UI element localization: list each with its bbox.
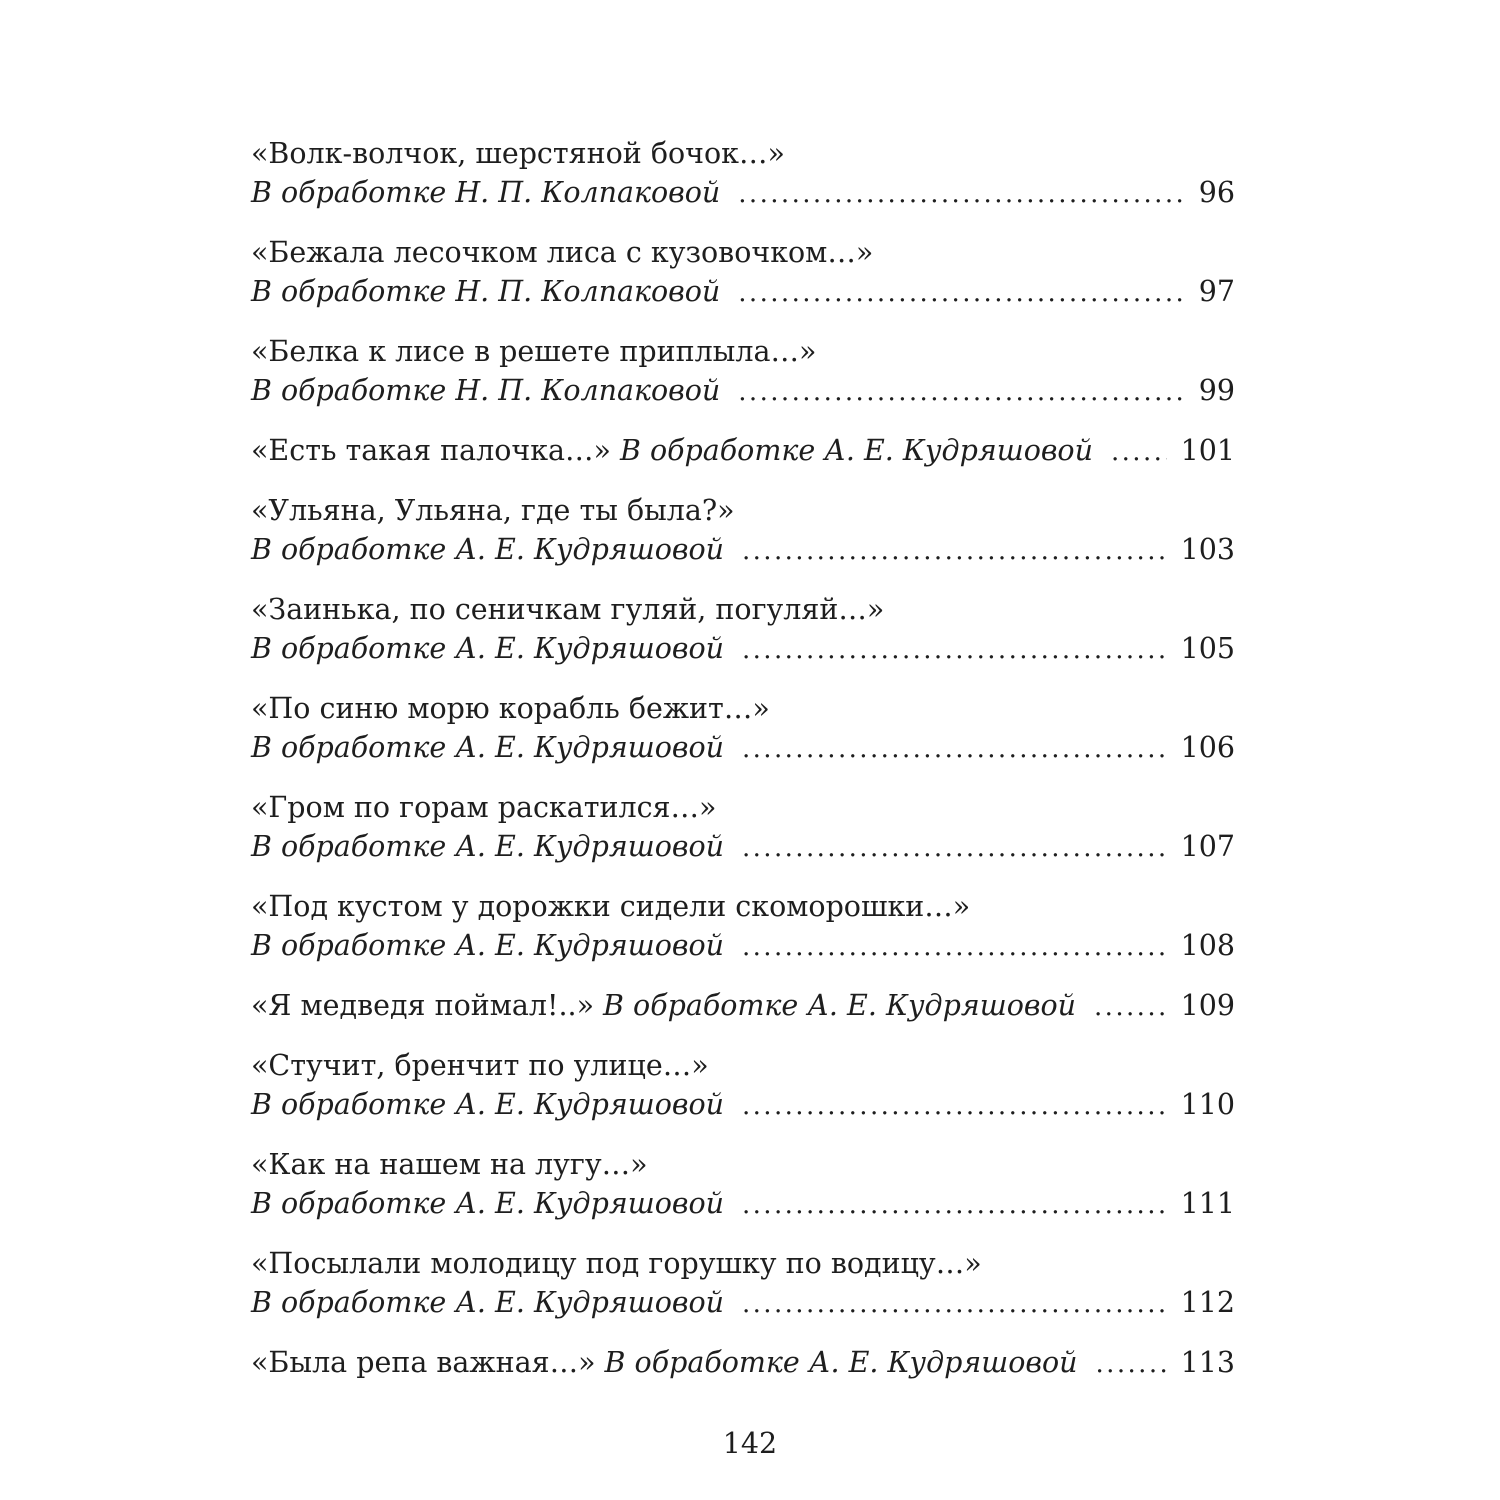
entry-author: В обработке Н. П. Колпаковой: [251, 374, 721, 407]
dot-leader: [1096, 1345, 1167, 1384]
entry-author: В обработке А. Е. Кудряшовой: [251, 731, 724, 764]
entry-title: «Ульяна, Ульяна, где ты была?»: [251, 494, 735, 527]
entry-page-number: 106: [1180, 731, 1235, 764]
dot-leader: [738, 175, 1184, 214]
entry-author: В обработке А. Е. Кудряшовой: [251, 533, 724, 566]
page-number: 142: [722, 1427, 778, 1460]
toc-entry[interactable]: [251, 332, 1235, 412]
toc-entry[interactable]: [251, 986, 1235, 1027]
entry-author: В обработке А. Е. Кудряшовой: [603, 989, 1076, 1022]
toc-entry[interactable]: [251, 134, 1235, 214]
dot-leader: [1094, 988, 1167, 1027]
entry-page-number: 112: [1180, 1286, 1235, 1319]
entry-page-number: 96: [1198, 176, 1235, 209]
dot-leader: [742, 730, 1167, 769]
entry-title: «Гром по горам раскатился…»: [251, 791, 717, 824]
entry-title: «Заинька, по сеничкам гуляй, погуляй…»: [251, 593, 885, 626]
toc-entry[interactable]: [251, 233, 1235, 313]
entry-title: «Белка к лисе в решете приплыла…»: [251, 335, 817, 368]
entry-page-number: 97: [1198, 275, 1235, 308]
toc-entry[interactable]: [251, 1244, 1235, 1324]
dot-leader: [742, 631, 1167, 670]
entry-page-number: 110: [1180, 1088, 1235, 1121]
dot-leader: [742, 1285, 1167, 1324]
entry-page-number: 107: [1180, 830, 1235, 863]
entry-author: В обработке А. Е. Кудряшовой: [251, 1088, 724, 1121]
entry-title: «По синю морю корабль бежит…»: [251, 692, 770, 725]
table-of-contents: [251, 134, 1235, 1403]
toc-entry[interactable]: [251, 431, 1235, 472]
entry-page-number: 101: [1180, 434, 1235, 467]
entry-author: В обработке А. Е. Кудряшовой: [251, 929, 724, 962]
entry-title: «Волк-волчок, шерстяной бочок…»: [251, 137, 785, 170]
entry-author: В обработке Н. П. Колпаковой: [251, 176, 721, 209]
toc-entry[interactable]: [251, 788, 1235, 868]
entry-author: В обработке А. Е. Кудряшовой: [619, 434, 1093, 467]
toc-entry[interactable]: [251, 491, 1235, 571]
dot-leader: [738, 373, 1184, 412]
entry-title: «Стучит, бренчит по улице…»: [251, 1049, 709, 1082]
toc-entry[interactable]: [251, 689, 1235, 769]
entry-page-number: 108: [1180, 929, 1235, 962]
toc-entry[interactable]: [251, 1343, 1235, 1384]
entry-page-number: 111: [1180, 1187, 1235, 1220]
dot-leader: [1111, 433, 1167, 472]
toc-entry[interactable]: [251, 1046, 1235, 1126]
entry-author: В обработке А. Е. Кудряшовой: [251, 1286, 724, 1319]
entry-title: «Как на нашем на лугу…»: [251, 1148, 648, 1181]
entry-author: В обработке А. Е. Кудряшовой: [251, 830, 724, 863]
entry-title: «Посылали молодицу под горушку по водицу…»: [251, 1247, 982, 1280]
entry-author: В обработке А. Е. Кудряшовой: [604, 1346, 1078, 1379]
toc-entry[interactable]: [251, 887, 1235, 967]
dot-leader: [742, 532, 1167, 571]
dot-leader: [742, 928, 1167, 967]
dot-leader: [742, 1087, 1167, 1126]
dot-leader: [738, 274, 1184, 313]
entry-author: В обработке А. Е. Кудряшовой: [251, 1187, 724, 1220]
entry-page-number: 99: [1198, 374, 1235, 407]
entry-title: «Была репа важная…»: [251, 1346, 596, 1379]
toc-entry[interactable]: [251, 1145, 1235, 1225]
entry-author: В обработке Н. П. Колпаковой: [251, 275, 721, 308]
dot-leader: [742, 829, 1167, 868]
entry-title: «Я медведя поймал!..»: [251, 989, 595, 1022]
entry-title: «Под кустом у дорожки сидели скоморошки…»: [251, 890, 971, 923]
entry-page-number: 113: [1180, 1346, 1235, 1379]
toc-entry[interactable]: [251, 590, 1235, 670]
entry-page-number: 103: [1180, 533, 1235, 566]
entry-title: «Бежала лесочком лиса с кузовочком…»: [251, 236, 874, 269]
dot-leader: [742, 1186, 1167, 1225]
entry-page-number: 109: [1180, 989, 1235, 1022]
entry-author: В обработке А. Е. Кудряшовой: [251, 632, 724, 665]
entry-page-number: 105: [1180, 632, 1235, 665]
entry-title: «Есть такая палочка…»: [251, 434, 611, 467]
